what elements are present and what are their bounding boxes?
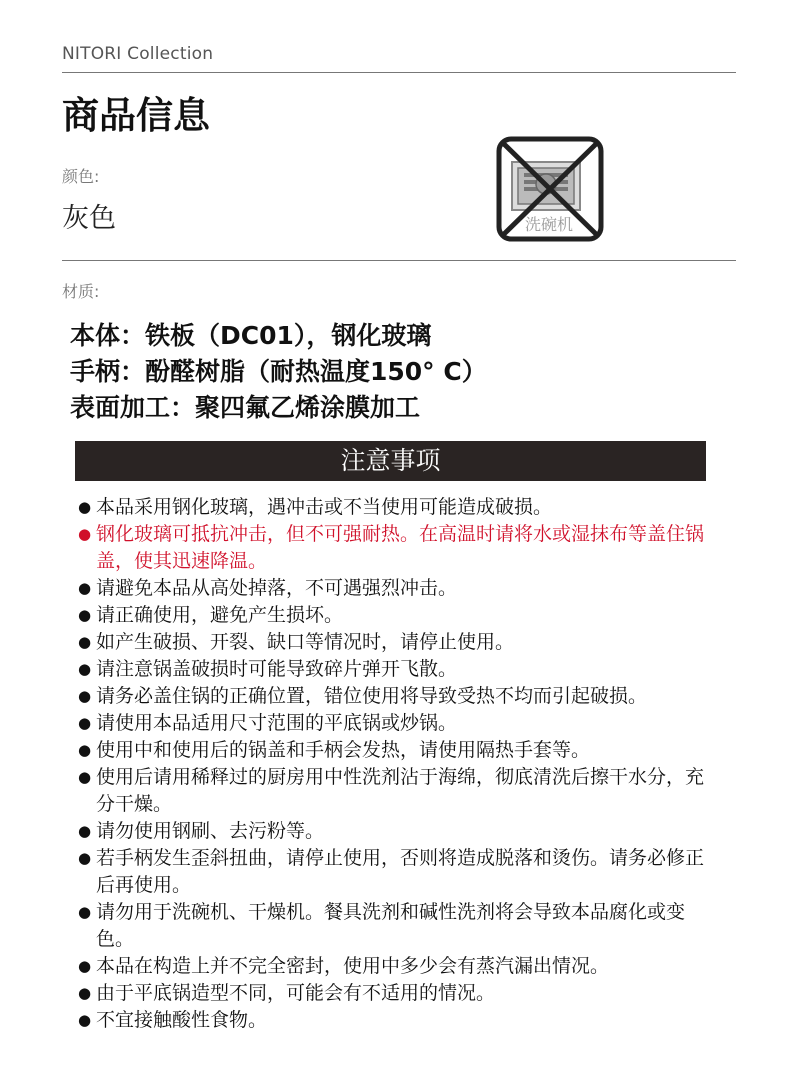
- bullet-icon: ●: [78, 768, 92, 786]
- notice-item: [78, 818, 710, 845]
- bullet-icon: ●: [78, 1011, 92, 1029]
- notice-list: [78, 494, 710, 1034]
- bullet-icon: ●: [78, 714, 92, 732]
- notice-item: [78, 494, 710, 521]
- notice-text: 请勿使用钢刷、去污粉等。: [96, 820, 325, 842]
- material-label: 材质:: [62, 282, 100, 301]
- notice-text: 请避免本品从高处掉落，不可遇强烈冲击。: [96, 577, 458, 599]
- material-line-surface: 表面加工：聚四氟乙烯涂膜加工: [70, 393, 421, 422]
- bullet-icon: ●: [78, 606, 92, 624]
- notice-text: 若手柄发生歪斜扭曲，请停止使用，否则将造成脱落和烫伤。请务必修正后再使用。: [96, 847, 705, 896]
- bullet-icon: ●: [78, 822, 92, 840]
- header-divider: [62, 72, 736, 73]
- notice-item: [78, 845, 710, 899]
- notice-text: 请勿用于洗碗机、干燥机。餐具洗剂和碱性洗剂将会导致本品腐化或变色。: [96, 901, 686, 950]
- notice-item: [78, 737, 710, 764]
- notice-text: 请正确使用，避免产生损坏。: [96, 604, 344, 626]
- notice-title-bar: 注意事项: [75, 441, 706, 481]
- section-divider: [62, 260, 736, 261]
- color-value: 灰色: [62, 203, 116, 234]
- notice-text: 由于平底锅造型不同，可能会有不适用的情况。: [96, 982, 496, 1004]
- notice-text: 如产生破损、开裂、缺口等情况时，请停止使用。: [96, 631, 515, 653]
- notice-item: [78, 629, 710, 656]
- notice-item: [78, 764, 710, 818]
- notice-item: [78, 656, 710, 683]
- bullet-icon: ●: [78, 633, 92, 651]
- page-title: 商品信息: [62, 94, 210, 137]
- material-line-body: 本体：铁板（DC01），钢化玻璃: [70, 321, 432, 350]
- bullet-icon: ●: [78, 984, 92, 1002]
- badge-text: 洗碗机: [524, 215, 574, 234]
- bullet-icon: ●: [78, 579, 92, 597]
- bullet-icon: ●: [78, 903, 92, 921]
- notice-text: 使用后请用稀释过的厨房用中性洗剂沾于海绵，彻底清洗后擦干水分，充分干燥。: [96, 766, 705, 815]
- notice-item: [78, 602, 710, 629]
- notice-item: [78, 1007, 710, 1034]
- notice-text: 本品采用钢化玻璃，遇冲击或不当使用可能造成破损。: [96, 496, 553, 518]
- bullet-icon: ●: [78, 660, 92, 678]
- notice-text: 请注意锅盖破损时可能导致碎片弹开飞散。: [96, 658, 458, 680]
- material-list: [70, 318, 487, 426]
- notice-item: [78, 710, 710, 737]
- bullet-icon: ●: [78, 498, 92, 516]
- notice-item: [78, 683, 710, 710]
- notice-text: 本品在构造上并不完全密封，使用中多少会有蒸汽漏出情况。: [96, 955, 610, 977]
- no-dishwasher-icon: [496, 136, 604, 242]
- notice-text: 不宜接触酸性食物。: [96, 1009, 268, 1031]
- notice-item: [78, 899, 710, 953]
- notice-text: 使用中和使用后的锅盖和手柄会发热，请使用隔热手套等。: [96, 739, 591, 761]
- bullet-icon: ●: [78, 741, 92, 759]
- notice-item: [78, 953, 710, 980]
- brand-name: NITORI Collection: [62, 44, 214, 64]
- notice-text: 请务必盖住锅的正确位置，错位使用将导致受热不均而引起破损。: [96, 685, 648, 707]
- bullet-icon: ●: [78, 525, 92, 543]
- color-label: 颜色:: [62, 167, 100, 186]
- bullet-icon: ●: [78, 849, 92, 867]
- bullet-icon: ●: [78, 687, 92, 705]
- bullet-icon: ●: [78, 957, 92, 975]
- notice-item: [78, 980, 710, 1007]
- notice-text: 请使用本品适用尺寸范围的平底锅或炒锅。: [96, 712, 458, 734]
- notice-text: 钢化玻璃可抵抗冲击，但不可强耐热。在高温时请将水或湿抹布等盖住锅盖，使其迅速降温。: [96, 523, 705, 572]
- notice-item: [78, 575, 710, 602]
- material-line-handle: 手柄：酚醛树脂（耐热温度150° C）: [70, 357, 487, 386]
- notice-item-warning: [78, 521, 710, 575]
